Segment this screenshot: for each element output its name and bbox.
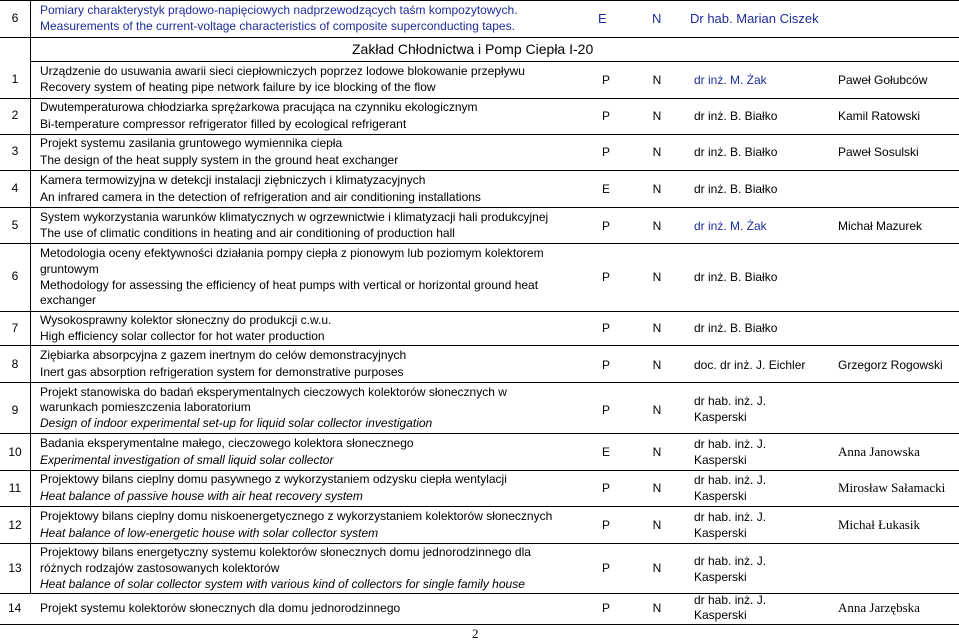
student: Grzegorz Rogowski [838, 358, 943, 372]
project-lang: N [652, 518, 662, 532]
page-number: 2 [472, 626, 479, 641]
row-number: 8 [11, 357, 19, 371]
title-en: Heat balance of solar collector system with various kind of collectors for single family house [40, 577, 525, 591]
supervisor: doc. dr inż. J. Eichler [694, 358, 806, 372]
project-type: P [601, 358, 610, 372]
supervisor: dr inż. M. Żak [694, 219, 767, 233]
title-en: Measurements of the current-voltage characteristics of composite superconducting tapes. [40, 19, 515, 33]
row-number: 2 [11, 108, 19, 122]
section-title: Zakład Chłodnictwa i Pomp Ciepła I-20 [352, 41, 594, 57]
supervisor: dr inż. M. Żak [694, 73, 767, 87]
project-type: P [601, 518, 610, 532]
student: Michał Łukasik [838, 517, 920, 532]
supervisor: dr inż. B. Białko [694, 145, 778, 159]
row-number: 5 [11, 218, 19, 232]
title-en: Design of indoor experimental set-up for liquid solar collector investigation [40, 416, 433, 430]
title-pl: Projekt systemu zasilania gruntowego wymiennika ciepła [40, 136, 343, 150]
title-pl: Wysokosprawny kolektor słoneczny do produkcji c.w.u. [40, 313, 332, 327]
student: Anna Jarzębska [838, 600, 920, 615]
student: Paweł Gołubców [838, 73, 928, 87]
title-pl: Dwutemperaturowa chłodziarka sprężarkowa pracująca na czynniku ekologicznym [40, 100, 478, 114]
supervisor: dr hab. inż. J. [694, 437, 767, 451]
project-lang: N [652, 219, 662, 233]
title-pl: Projektowy bilans energetyczny systemu kolektorów słonecznych domu jednorodzinnego dla [40, 545, 531, 559]
project-lang: N [652, 403, 662, 417]
project-lang: N [652, 11, 662, 26]
title-pl-cont: warunkach pomieszczenia laboratorium [40, 400, 251, 414]
supervisor-cont: Kasperski [694, 570, 747, 584]
supervisor: dr hab. inż. J. [694, 593, 767, 607]
project-lang: N [652, 358, 662, 372]
supervisor: Dr hab. Marian Ciszek [690, 11, 819, 26]
row-number: 13 [8, 561, 22, 575]
project-type: P [601, 601, 610, 615]
title-pl-cont: gruntowym [40, 262, 99, 276]
title-en-cont: exchanger [40, 293, 97, 307]
project-type: P [601, 270, 610, 284]
project-lang: N [652, 109, 662, 123]
title-en: Heat balance of low-energetic house with solar collector system [40, 526, 379, 540]
supervisor-cont: Kasperski [694, 453, 747, 467]
row-number: 11 [8, 481, 22, 495]
student: Kamil Ratowski [838, 109, 921, 123]
project-type: E [601, 445, 610, 459]
supervisor-cont: Kasperski [694, 526, 747, 540]
title-en: The design of the heat supply system in the ground heat exchanger [40, 153, 399, 167]
project-type: P [601, 145, 610, 159]
student: Anna Janowska [838, 444, 920, 459]
student: Michał Mazurek [838, 219, 923, 233]
project-type: P [601, 73, 610, 87]
title-en: High efficiency solar collector for hot water production [40, 329, 325, 343]
project-type: P [601, 481, 610, 495]
row-number: 7 [11, 321, 19, 335]
supervisor-cont: Kasperski [694, 608, 747, 622]
supervisor: dr inż. B. Białko [694, 109, 778, 123]
project-type: P [601, 219, 610, 233]
supervisor: dr inż. B. Białko [694, 270, 778, 284]
title-pl-cont: różnych rodzajów zastosowanych kolektorów [40, 561, 280, 575]
title-pl: Projektowy bilans cieplny domu pasywnego z wykorzystaniem odzysku ciepła wentylacji [40, 472, 507, 486]
supervisor: dr hab. inż. J. [694, 394, 767, 408]
project-lang: N [652, 481, 662, 495]
supervisor: dr hab. inż. J. [694, 510, 767, 524]
supervisor: dr inż. B. Białko [694, 321, 778, 335]
row-number: 6 [11, 269, 19, 283]
title-pl: System wykorzystania warunków klimatycznych w ogrzewnictwie i klimatyzacji hali produkcyjnej [40, 210, 549, 224]
student: Paweł Sosulski [838, 145, 919, 159]
supervisor-cont: Kasperski [694, 489, 747, 503]
project-lang: N [652, 601, 662, 615]
row-number: 9 [11, 403, 19, 417]
row-number: 3 [11, 144, 19, 158]
supervisor: dr hab. inż. J. [694, 554, 767, 568]
title-en: Inert gas absorption refrigeration system for demonstrative purposes [40, 365, 404, 379]
row-number: 10 [8, 445, 22, 459]
student: Mirosław Sałamacki [838, 480, 946, 495]
project-lang: N [652, 445, 662, 459]
title-pl: Urządzenie do usuwania awarii sieci ciepłowniczych poprzez lodowe blokowanie przepływu [40, 64, 525, 78]
title-pl: Projekt systemu kolektorów słonecznych dla domu jednorodzinnego [40, 601, 401, 615]
project-type: P [601, 321, 610, 335]
project-lang: N [652, 321, 662, 335]
title-en: Recovery system of heating pipe network failure by ice blocking of the flow [40, 80, 436, 94]
project-type: P [601, 403, 610, 417]
row-number: 4 [11, 181, 19, 195]
title-pl: Projekt stanowiska do badań eksperymentalnych cieczowych kolektorów słonecznych w [40, 385, 507, 399]
project-lang: N [652, 270, 662, 284]
title-pl: Metodologia oceny efektywności działania pompy ciepła z pionowym lub poziomym kolektorem [40, 246, 544, 260]
row-number: 14 [8, 601, 22, 615]
title-pl: Badania eksperymentalne małego, cieczowego kolektora słonecznego [40, 436, 414, 450]
title-en: An infrared camera in the detection of refrigeration and air conditioning installations [40, 190, 481, 204]
supervisor: dr hab. inż. J. [694, 473, 767, 487]
row-number: 1 [11, 72, 19, 86]
title-pl: Ziębiarka absorpcyjna z gazem inertnym do celów demonstracyjnych [40, 348, 407, 362]
supervisor: dr inż. B. Białko [694, 182, 778, 196]
title-en: Experimental investigation of small liquid solar collector [40, 453, 334, 467]
title-en: Heat balance of passive house with air heat recovery system [40, 489, 363, 503]
title-pl: Kamera termowizyjna w detekcji instalacji ziębniczych i klimatyzacyjnych [40, 173, 426, 187]
row-number: 12 [8, 518, 22, 532]
project-type: E [601, 182, 610, 196]
project-lang: N [652, 561, 662, 575]
title-en: Methodology for assessing the efficiency of heat pumps with vertical or horizontal ground heat [40, 278, 539, 292]
row-number: 6 [11, 11, 19, 25]
project-lang: N [652, 182, 662, 196]
title-en: Bi-temperature compressor refrigerator filled by ecological refrigerant [40, 117, 407, 131]
title-en: The use of climatic conditions in heating and air conditioning of production hall [40, 226, 455, 240]
project-type: P [601, 561, 610, 575]
supervisor-cont: Kasperski [694, 410, 747, 424]
title-pl: Pomiary charakterystyk prądowo-napięciowych nadprzewodzących taśm kompozytowych. [40, 3, 518, 17]
title-pl: Projektowy bilans cieplny domu niskoenergetycznego z wykorzystaniem kolektorów słonecznych [40, 509, 553, 523]
project-lang: N [652, 73, 662, 87]
project-type: E [598, 11, 607, 26]
project-lang: N [652, 145, 662, 159]
project-type: P [601, 109, 610, 123]
